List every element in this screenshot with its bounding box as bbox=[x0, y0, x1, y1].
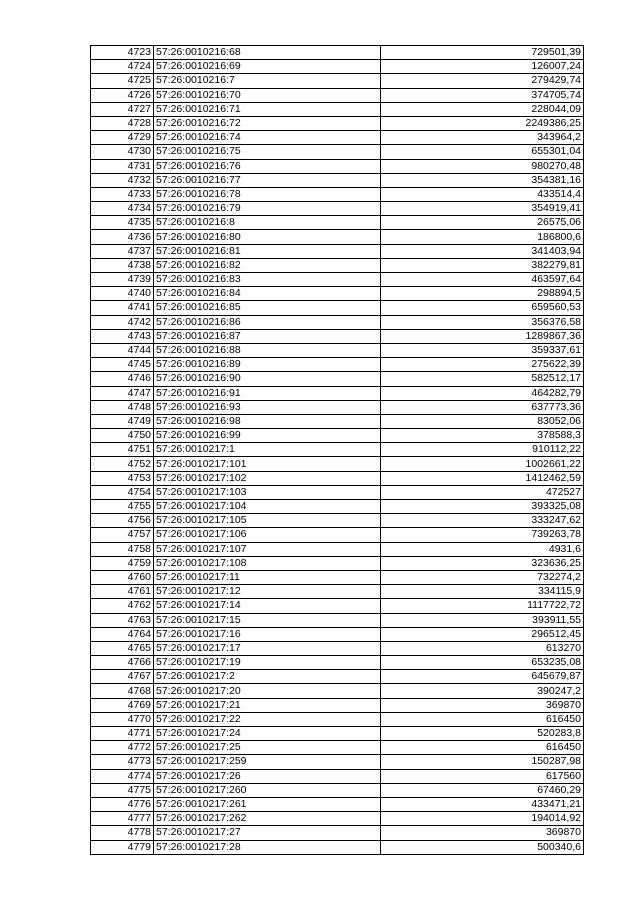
value-cell: 616450 bbox=[381, 741, 584, 755]
row-number: 4748 bbox=[91, 400, 154, 414]
value-cell: 150287,98 bbox=[381, 755, 584, 769]
cadastral-number: 57:26:0010216:71 bbox=[154, 102, 381, 116]
row-number: 4735 bbox=[91, 216, 154, 230]
cadastral-number: 57:26:0010216:68 bbox=[154, 46, 381, 60]
table-row bbox=[91, 258, 584, 272]
cadastral-number: 57:26:0010217:12 bbox=[154, 585, 381, 599]
value-cell: 126007,24 bbox=[381, 60, 584, 74]
cadastral-number: 57:26:0010216:70 bbox=[154, 88, 381, 102]
cadastral-number: 57:26:0010216:77 bbox=[154, 173, 381, 187]
value-cell: 2249386,25 bbox=[381, 116, 584, 130]
table-row bbox=[91, 88, 584, 102]
value-cell: 296512,45 bbox=[381, 627, 584, 641]
row-number: 4770 bbox=[91, 712, 154, 726]
value-cell: 910112,22 bbox=[381, 443, 584, 457]
value-cell: 67460,29 bbox=[381, 783, 584, 797]
table-row bbox=[91, 386, 584, 400]
cadastral-number: 57:26:0010216:80 bbox=[154, 230, 381, 244]
cadastral-number: 57:26:0010216:8 bbox=[154, 216, 381, 230]
row-number: 4726 bbox=[91, 88, 154, 102]
value-cell: 655301,04 bbox=[381, 145, 584, 159]
row-number: 4765 bbox=[91, 641, 154, 655]
row-number: 4734 bbox=[91, 202, 154, 216]
row-number: 4724 bbox=[91, 60, 154, 74]
table-row bbox=[91, 542, 584, 556]
value-cell: 369870 bbox=[381, 826, 584, 840]
row-number: 4768 bbox=[91, 684, 154, 698]
table-row bbox=[91, 570, 584, 584]
cadastral-number: 57:26:0010216:85 bbox=[154, 301, 381, 315]
value-cell: 374705,74 bbox=[381, 88, 584, 102]
value-cell: 637773,36 bbox=[381, 400, 584, 414]
table-row bbox=[91, 173, 584, 187]
row-number: 4778 bbox=[91, 826, 154, 840]
cadastral-number: 57:26:0010217:2 bbox=[154, 670, 381, 684]
cadastral-number: 57:26:0010216:74 bbox=[154, 131, 381, 145]
value-cell: 369870 bbox=[381, 698, 584, 712]
value-cell: 393325,08 bbox=[381, 500, 584, 514]
value-cell: 390247,2 bbox=[381, 684, 584, 698]
table-row bbox=[91, 457, 584, 471]
row-number: 4759 bbox=[91, 556, 154, 570]
value-cell: 1412462,59 bbox=[381, 471, 584, 485]
row-number: 4772 bbox=[91, 741, 154, 755]
cadastral-number: 57:26:0010216:99 bbox=[154, 429, 381, 443]
row-number: 4751 bbox=[91, 443, 154, 457]
table-row bbox=[91, 500, 584, 514]
cadastral-number: 57:26:0010217:260 bbox=[154, 783, 381, 797]
table-row bbox=[91, 840, 584, 854]
table-row bbox=[91, 727, 584, 741]
table-row bbox=[91, 712, 584, 726]
table-row bbox=[91, 244, 584, 258]
row-number: 4728 bbox=[91, 116, 154, 130]
cadastral-number: 57:26:0010216:7 bbox=[154, 74, 381, 88]
row-number: 4773 bbox=[91, 755, 154, 769]
value-cell: 645679,87 bbox=[381, 670, 584, 684]
value-cell: 1117722,72 bbox=[381, 599, 584, 613]
value-cell: 653235,08 bbox=[381, 656, 584, 670]
value-cell: 393911,55 bbox=[381, 613, 584, 627]
row-number: 4756 bbox=[91, 514, 154, 528]
table-row bbox=[91, 372, 584, 386]
row-number: 4747 bbox=[91, 386, 154, 400]
value-cell: 732274,2 bbox=[381, 570, 584, 584]
row-number: 4746 bbox=[91, 372, 154, 386]
row-number: 4743 bbox=[91, 329, 154, 343]
row-number: 4750 bbox=[91, 429, 154, 443]
value-cell: 980270,48 bbox=[381, 159, 584, 173]
value-cell: 464282,79 bbox=[381, 386, 584, 400]
value-cell: 343964,2 bbox=[381, 131, 584, 145]
row-number: 4725 bbox=[91, 74, 154, 88]
row-number: 4731 bbox=[91, 159, 154, 173]
table-row bbox=[91, 202, 584, 216]
table-row bbox=[91, 102, 584, 116]
table-row bbox=[91, 116, 584, 130]
cadastral-number: 57:26:0010217:19 bbox=[154, 656, 381, 670]
row-number: 4757 bbox=[91, 528, 154, 542]
cadastral-number: 57:26:0010217:16 bbox=[154, 627, 381, 641]
table-row bbox=[91, 769, 584, 783]
row-number: 4779 bbox=[91, 840, 154, 854]
table-row bbox=[91, 485, 584, 499]
value-cell: 334115,9 bbox=[381, 585, 584, 599]
cadastral-number: 57:26:0010217:21 bbox=[154, 698, 381, 712]
value-cell: 359337,61 bbox=[381, 343, 584, 357]
cadastral-number: 57:26:0010216:98 bbox=[154, 414, 381, 428]
cadastral-number: 57:26:0010216:81 bbox=[154, 244, 381, 258]
row-number: 4723 bbox=[91, 46, 154, 60]
cadastral-number: 57:26:0010216:84 bbox=[154, 287, 381, 301]
cadastral-number: 57:26:0010216:88 bbox=[154, 343, 381, 357]
value-cell: 500340,6 bbox=[381, 840, 584, 854]
table-row bbox=[91, 627, 584, 641]
row-number: 4745 bbox=[91, 358, 154, 372]
row-number: 4777 bbox=[91, 812, 154, 826]
data-table bbox=[90, 45, 584, 855]
value-cell: 659560,53 bbox=[381, 301, 584, 315]
value-cell: 356376,58 bbox=[381, 315, 584, 329]
table-row bbox=[91, 46, 584, 60]
cadastral-number: 57:26:0010216:79 bbox=[154, 202, 381, 216]
value-cell: 333247,62 bbox=[381, 514, 584, 528]
row-number: 4769 bbox=[91, 698, 154, 712]
table-row bbox=[91, 159, 584, 173]
value-cell: 228044,09 bbox=[381, 102, 584, 116]
row-number: 4775 bbox=[91, 783, 154, 797]
table-row bbox=[91, 585, 584, 599]
value-cell: 378588,3 bbox=[381, 429, 584, 443]
row-number: 4744 bbox=[91, 343, 154, 357]
cadastral-number: 57:26:0010216:83 bbox=[154, 273, 381, 287]
cadastral-number: 57:26:0010217:108 bbox=[154, 556, 381, 570]
cadastral-number: 57:26:0010216:93 bbox=[154, 400, 381, 414]
row-number: 4736 bbox=[91, 230, 154, 244]
cadastral-number: 57:26:0010216:86 bbox=[154, 315, 381, 329]
table-row bbox=[91, 826, 584, 840]
cadastral-number: 57:26:0010217:104 bbox=[154, 500, 381, 514]
cadastral-number: 57:26:0010217:103 bbox=[154, 485, 381, 499]
value-cell: 4931,6 bbox=[381, 542, 584, 556]
cadastral-number: 57:26:0010217:27 bbox=[154, 826, 381, 840]
value-cell: 275622,39 bbox=[381, 358, 584, 372]
value-cell: 323636,25 bbox=[381, 556, 584, 570]
row-number: 4733 bbox=[91, 187, 154, 201]
cadastral-number: 57:26:0010217:105 bbox=[154, 514, 381, 528]
cadastral-number: 57:26:0010217:107 bbox=[154, 542, 381, 556]
table-row bbox=[91, 755, 584, 769]
row-number: 4741 bbox=[91, 301, 154, 315]
value-cell: 617560 bbox=[381, 769, 584, 783]
table-row bbox=[91, 216, 584, 230]
cadastral-number: 57:26:0010216:91 bbox=[154, 386, 381, 400]
cadastral-number: 57:26:0010217:20 bbox=[154, 684, 381, 698]
cadastral-number: 57:26:0010217:24 bbox=[154, 727, 381, 741]
row-number: 4776 bbox=[91, 797, 154, 811]
value-cell: 472527 bbox=[381, 485, 584, 499]
value-cell: 433514,4 bbox=[381, 187, 584, 201]
value-cell: 341403,94 bbox=[381, 244, 584, 258]
cadastral-number: 57:26:0010217:14 bbox=[154, 599, 381, 613]
value-cell: 354919,41 bbox=[381, 202, 584, 216]
cadastral-number: 57:26:0010217:22 bbox=[154, 712, 381, 726]
row-number: 4753 bbox=[91, 471, 154, 485]
table-row bbox=[91, 329, 584, 343]
row-number: 4738 bbox=[91, 258, 154, 272]
row-number: 4760 bbox=[91, 570, 154, 584]
cadastral-number: 57:26:0010217:28 bbox=[154, 840, 381, 854]
cadastral-number: 57:26:0010216:76 bbox=[154, 159, 381, 173]
table-row bbox=[91, 670, 584, 684]
row-number: 4737 bbox=[91, 244, 154, 258]
row-number: 4742 bbox=[91, 315, 154, 329]
table-row bbox=[91, 273, 584, 287]
cadastral-number: 57:26:0010217:11 bbox=[154, 570, 381, 584]
table-row bbox=[91, 599, 584, 613]
table-row bbox=[91, 613, 584, 627]
table-row bbox=[91, 287, 584, 301]
value-cell: 354381,16 bbox=[381, 173, 584, 187]
value-cell: 26575,06 bbox=[381, 216, 584, 230]
table-row bbox=[91, 641, 584, 655]
table-row bbox=[91, 60, 584, 74]
table-row bbox=[91, 187, 584, 201]
row-number: 4758 bbox=[91, 542, 154, 556]
table-row bbox=[91, 74, 584, 88]
value-cell: 613270 bbox=[381, 641, 584, 655]
cadastral-number: 57:26:0010216:75 bbox=[154, 145, 381, 159]
value-cell: 739263,78 bbox=[381, 528, 584, 542]
value-cell: 186800,6 bbox=[381, 230, 584, 244]
row-number: 4762 bbox=[91, 599, 154, 613]
value-cell: 1289867,36 bbox=[381, 329, 584, 343]
cadastral-number: 57:26:0010217:262 bbox=[154, 812, 381, 826]
table-row bbox=[91, 698, 584, 712]
table-row bbox=[91, 414, 584, 428]
table-row bbox=[91, 514, 584, 528]
row-number: 4727 bbox=[91, 102, 154, 116]
value-cell: 433471,21 bbox=[381, 797, 584, 811]
row-number: 4739 bbox=[91, 273, 154, 287]
value-cell: 279429,74 bbox=[381, 74, 584, 88]
value-cell: 382279,81 bbox=[381, 258, 584, 272]
cadastral-number: 57:26:0010216:89 bbox=[154, 358, 381, 372]
table-row bbox=[91, 400, 584, 414]
value-cell: 298894,5 bbox=[381, 287, 584, 301]
value-cell: 1002661,22 bbox=[381, 457, 584, 471]
table-row bbox=[91, 556, 584, 570]
table-row bbox=[91, 315, 584, 329]
value-cell: 194014,92 bbox=[381, 812, 584, 826]
table-row bbox=[91, 230, 584, 244]
table-row bbox=[91, 471, 584, 485]
cadastral-number: 57:26:0010216:82 bbox=[154, 258, 381, 272]
row-number: 4740 bbox=[91, 287, 154, 301]
table-row bbox=[91, 443, 584, 457]
cadastral-number: 57:26:0010217:15 bbox=[154, 613, 381, 627]
cadastral-number: 57:26:0010216:90 bbox=[154, 372, 381, 386]
cadastral-number: 57:26:0010216:87 bbox=[154, 329, 381, 343]
row-number: 4732 bbox=[91, 173, 154, 187]
cadastral-number: 57:26:0010217:26 bbox=[154, 769, 381, 783]
value-cell: 520283,8 bbox=[381, 727, 584, 741]
value-cell: 616450 bbox=[381, 712, 584, 726]
cadastral-number: 57:26:0010217:261 bbox=[154, 797, 381, 811]
row-number: 4754 bbox=[91, 485, 154, 499]
row-number: 4761 bbox=[91, 585, 154, 599]
value-cell: 729501,39 bbox=[381, 46, 584, 60]
table-row bbox=[91, 358, 584, 372]
cadastral-number: 57:26:0010217:17 bbox=[154, 641, 381, 655]
row-number: 4730 bbox=[91, 145, 154, 159]
row-number: 4763 bbox=[91, 613, 154, 627]
cadastral-number: 57:26:0010216:78 bbox=[154, 187, 381, 201]
table-row bbox=[91, 429, 584, 443]
table-row bbox=[91, 145, 584, 159]
cadastral-number: 57:26:0010217:259 bbox=[154, 755, 381, 769]
cadastral-number: 57:26:0010216:72 bbox=[154, 116, 381, 130]
table-body bbox=[91, 46, 584, 855]
row-number: 4729 bbox=[91, 131, 154, 145]
value-cell: 463597,64 bbox=[381, 273, 584, 287]
cadastral-number: 57:26:0010217:102 bbox=[154, 471, 381, 485]
table-row bbox=[91, 656, 584, 670]
cadastral-number: 57:26:0010216:69 bbox=[154, 60, 381, 74]
row-number: 4771 bbox=[91, 727, 154, 741]
table-row bbox=[91, 797, 584, 811]
row-number: 4764 bbox=[91, 627, 154, 641]
table-row bbox=[91, 343, 584, 357]
table-row bbox=[91, 783, 584, 797]
row-number: 4752 bbox=[91, 457, 154, 471]
row-number: 4774 bbox=[91, 769, 154, 783]
cadastral-number: 57:26:0010217:1 bbox=[154, 443, 381, 457]
table-row bbox=[91, 741, 584, 755]
table-row bbox=[91, 812, 584, 826]
row-number: 4749 bbox=[91, 414, 154, 428]
row-number: 4766 bbox=[91, 656, 154, 670]
row-number: 4767 bbox=[91, 670, 154, 684]
table-row bbox=[91, 684, 584, 698]
value-cell: 83052,06 bbox=[381, 414, 584, 428]
table-row bbox=[91, 131, 584, 145]
row-number: 4755 bbox=[91, 500, 154, 514]
cadastral-number: 57:26:0010217:25 bbox=[154, 741, 381, 755]
table-row bbox=[91, 301, 584, 315]
table-row bbox=[91, 528, 584, 542]
cadastral-number: 57:26:0010217:101 bbox=[154, 457, 381, 471]
cadastral-number: 57:26:0010217:106 bbox=[154, 528, 381, 542]
value-cell: 582512,17 bbox=[381, 372, 584, 386]
